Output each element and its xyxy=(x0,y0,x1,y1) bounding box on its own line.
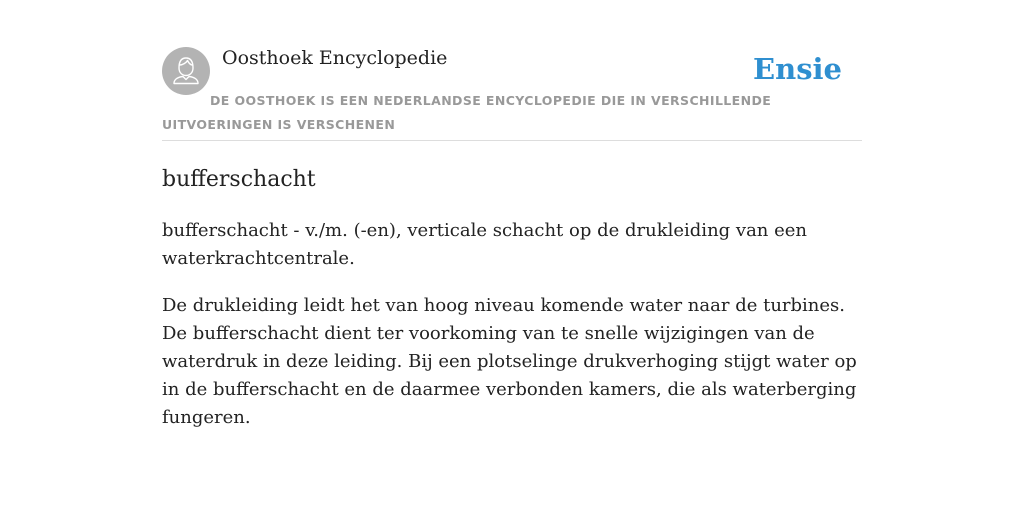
author-tagline: DE OOSTHOEK IS EEN NEDERLANDSE ENCYCLOPEDIE DIE IN VERSCHILLENDE UITVOERINGEN IS VERSCHENEN xyxy=(162,93,772,132)
entry-title: bufferschacht xyxy=(162,167,316,192)
content-container xyxy=(162,46,862,432)
header xyxy=(162,46,862,141)
brand-logo-link[interactable]: Ensie xyxy=(753,52,842,86)
user-avatar-icon[interactable] xyxy=(162,47,210,95)
entry-definition: bufferschacht - v./m. (-en), verticale schacht op de drukleiding van een waterkrachtcentrale. xyxy=(162,220,808,269)
author-name[interactable]: Oosthoek Encyclopedie xyxy=(222,47,448,69)
entry-body xyxy=(162,217,862,432)
entry-paragraph: De drukleiding leidt het van hoog niveau komende water naar de turbines. De bufferschacht dient ter voorkoming van te snelle wijzigingen van de waterdruk in deze leiding. Bij een plotselinge drukverhoging stijgt water op in de bufferschacht en de daarmee verbonden kamers, die als waterberging fungeren. xyxy=(162,295,857,428)
